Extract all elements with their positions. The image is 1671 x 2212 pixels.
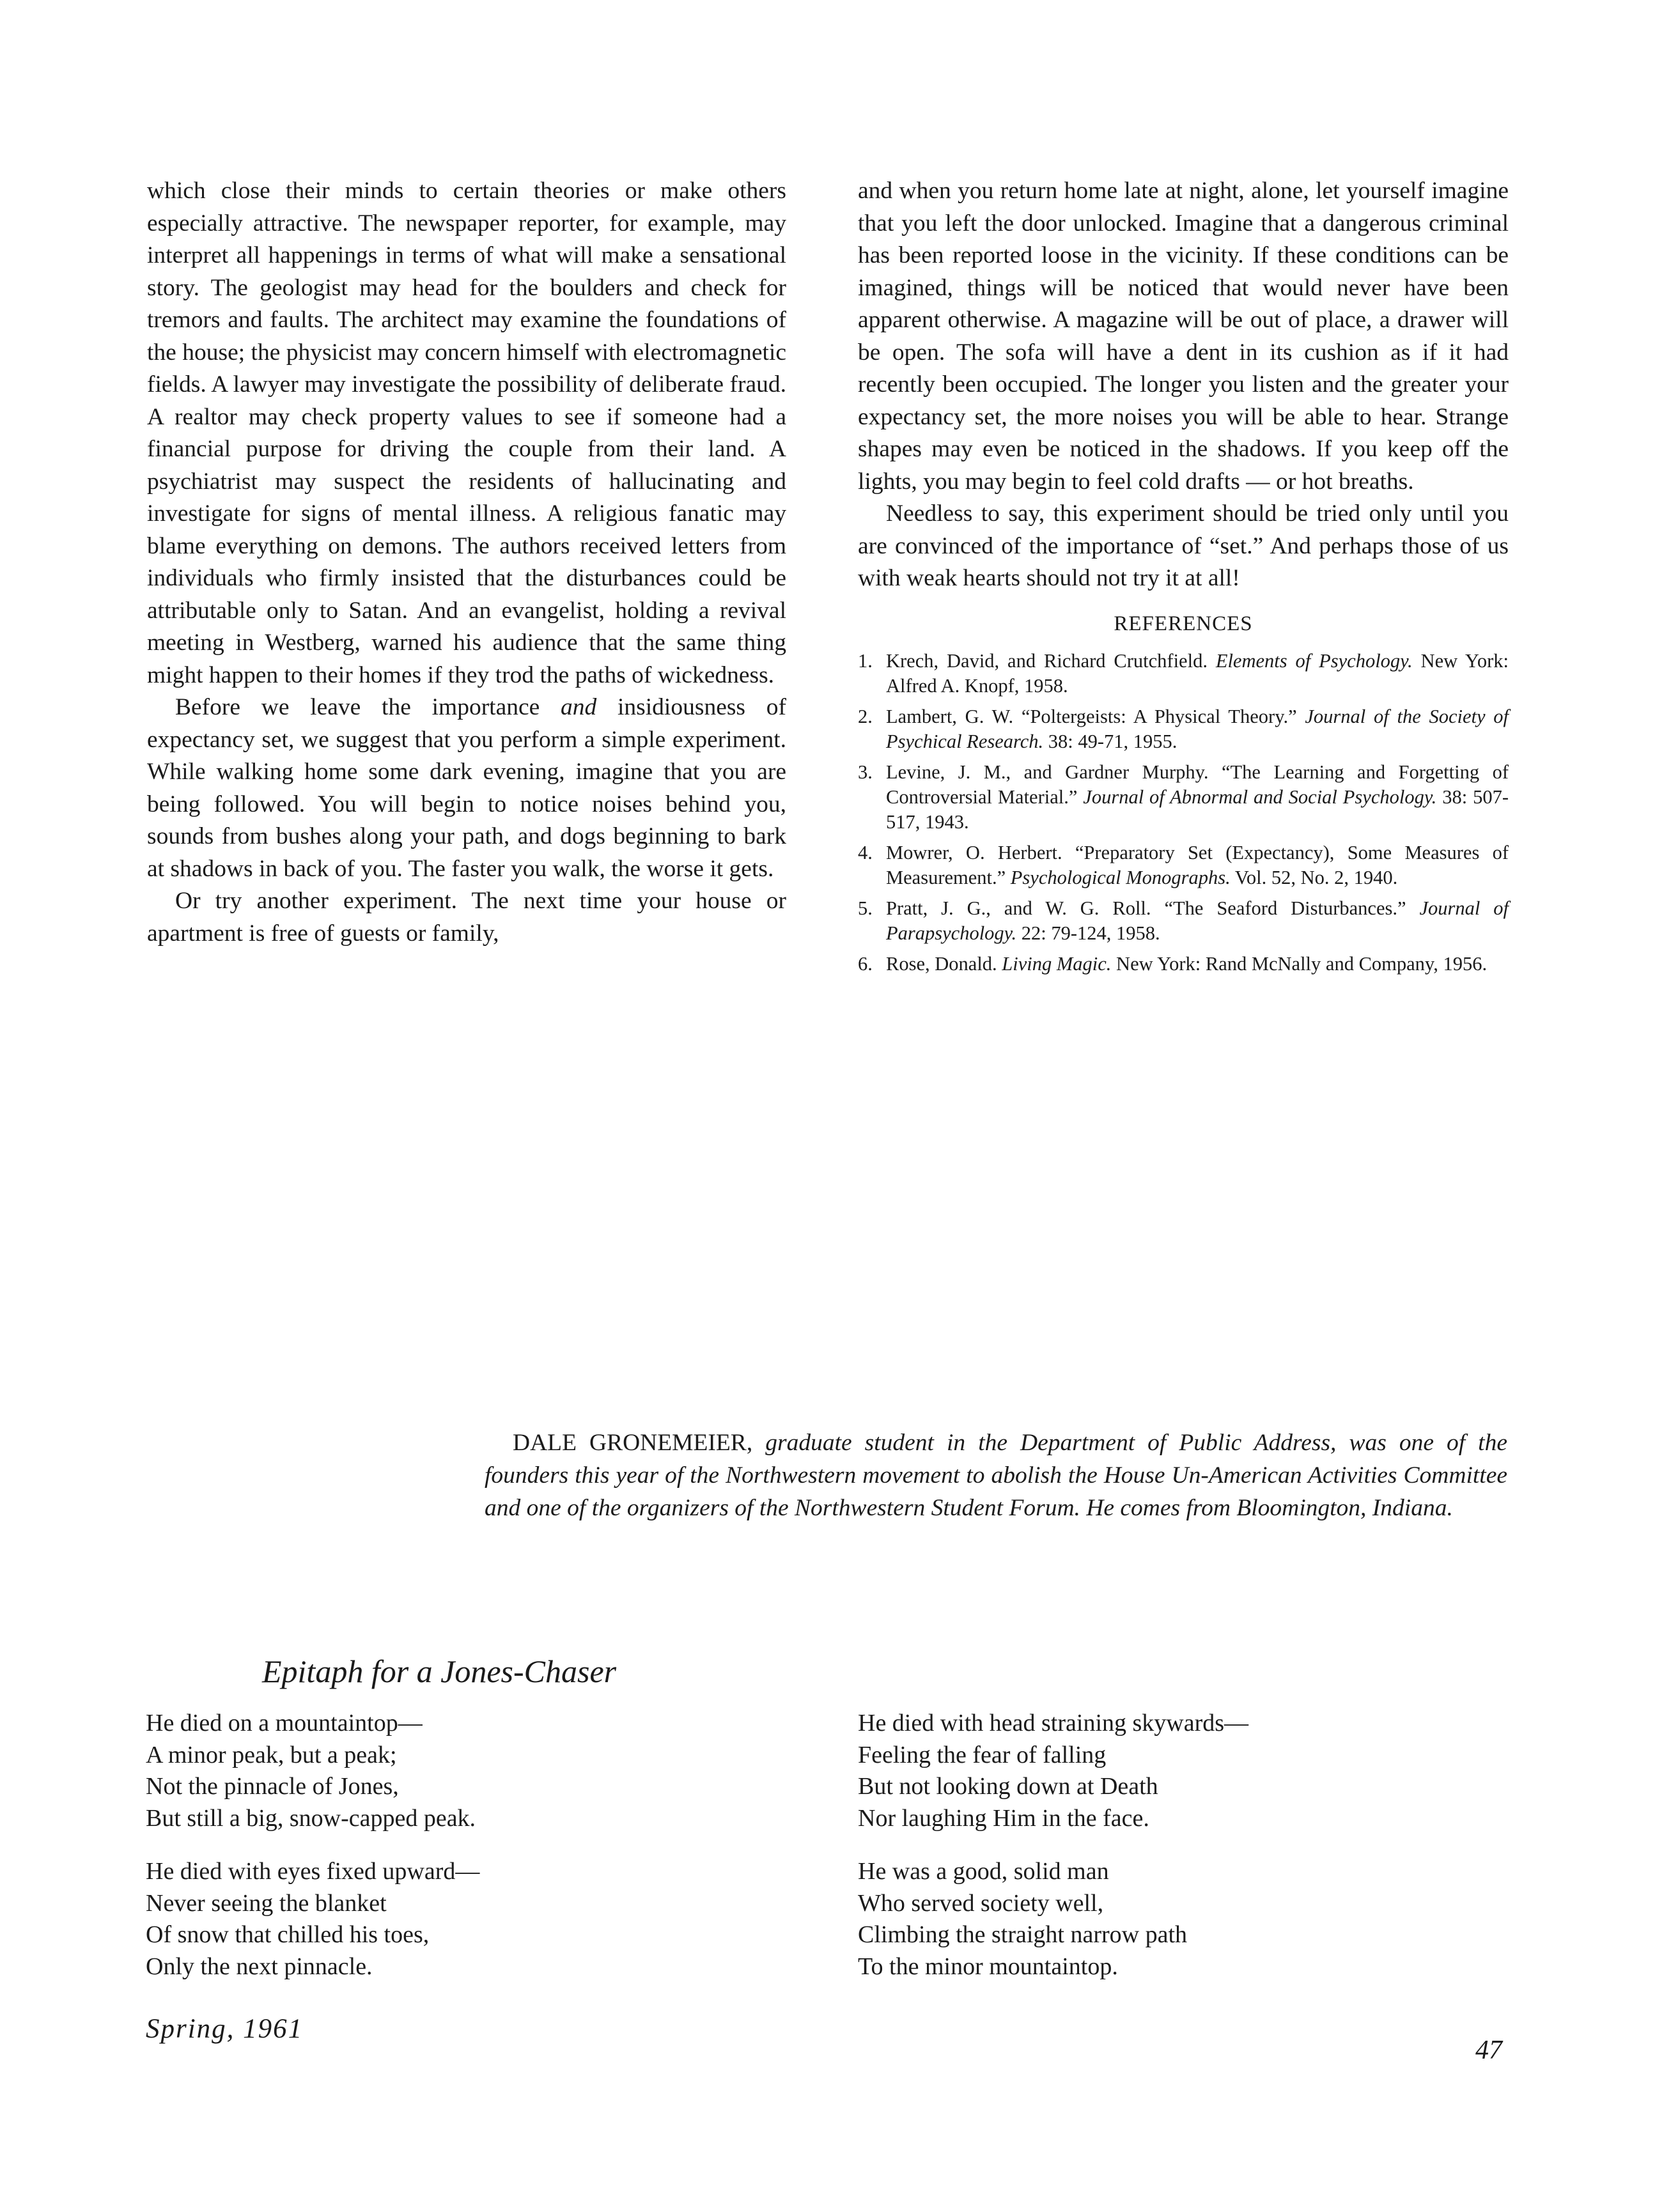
reference-item (858, 896, 1509, 946)
right-paragraph-2: Needless to say, this experiment should be tried only until you are convinced of the importance of “set.” And perhaps those of us with weak hearts should not try it at all! (858, 500, 1509, 591)
ref-author: Lambert, G. W. “Poltergeists: A Physical Theory.” (886, 705, 1305, 727)
poem-line: But not looking down at Death (858, 1773, 1158, 1800)
references-heading: REFERENCES (1114, 612, 1253, 635)
bio-text: graduate student in the Department of Public Address, was one of the founders this year of the Northwestern movement to abolish the House Un-American Activities Committee and one of the organizers of the Northwestern Student Forum. He comes from Bloomington, Indiana. (485, 1430, 1507, 1521)
left-paragraph-3: Or try another experiment. The next time your house or apartment is free of guests or family, (147, 888, 786, 947)
ref-details: 38: 507-517, 1943. (886, 785, 1509, 833)
poem-line: Of snow that chilled his toes, (146, 1921, 430, 1948)
poem-stanza-4 (858, 1856, 1187, 1983)
reference-text (886, 704, 1509, 754)
ref-source: Journal of Parapsychology. (886, 897, 1509, 944)
reference-number: 3. (858, 761, 873, 783)
reference-item (858, 952, 1509, 977)
reference-text (886, 649, 1509, 699)
left-p2-before: Before we leave the importance (175, 694, 561, 720)
poem-line: Nor laughing Him in the face. (858, 1804, 1149, 1832)
poem-line: Climbing the straight narrow path (858, 1921, 1188, 1948)
reference-text (886, 952, 1509, 977)
references-list (858, 649, 1509, 977)
poem-line: He died on a mountaintop— (146, 1710, 423, 1736)
poem-line: A minor peak, but a peak; (146, 1741, 397, 1768)
reference-text (886, 840, 1509, 890)
reference-item (858, 649, 1509, 699)
ref-source: Journal of the Society of Psychical Research. (886, 705, 1509, 752)
poem-line: Feeling the fear of falling (858, 1741, 1107, 1768)
bio-name: DALE GRONEMEIER, (513, 1430, 753, 1456)
right-column (858, 175, 1509, 982)
left-p2-after: insidiousness of expectancy set, we suggest that you perform a simple experiment. While walking home some dark evening, imagine that you are being followed. You will begin to notice noises behind you, sounds from bushes along your path, and dogs beginning to bark at shadows in back of you. The faster you walk, the worse it gets. (147, 694, 786, 882)
reference-text (886, 760, 1509, 835)
ref-details: New York: Rand McNally and Company, 1956. (1111, 952, 1488, 975)
ref-author: Levine, J. M., and Gardner Murphy. “The Learning and Forgetting of Controversial Material.” (886, 761, 1509, 808)
page-number: 47 (1475, 2036, 1502, 2065)
reference-text (886, 896, 1509, 946)
ref-author: Rose, Donald. (886, 952, 1002, 975)
issue-date: Spring, 1961 (146, 2014, 304, 2044)
ref-source: Living Magic. (1002, 952, 1112, 975)
poem-line: Only the next pinnacle. (146, 1953, 373, 1980)
poem-line: But still a big, snow-capped peak. (146, 1804, 476, 1832)
right-paragraph-1: and when you return home late at night, alone, let yourself imagine that you left the door unlocked. Imagine that a dangerous criminal has been reported loose in the vicinity. If these conditions can be imagined, things will be noticed that would never have been apparent otherwise. A magazine will be out of place, a drawer will be open. The sofa will have a dent in its cushion as if it had recently been occupied. The longer you listen and the greater your expectancy set, the more noises you will be able to hear. Strange shapes may even be noticed in the shadows. If you keep off the lights, you may begin to feel cold drafts — or hot breaths. (858, 178, 1509, 495)
ref-source: Psychological Monographs. (1010, 866, 1231, 888)
reference-item (858, 760, 1509, 835)
ref-author: Pratt, J. G., and W. G. Roll. “The Seaford Disturbances.” (886, 897, 1420, 919)
left-p2-italic: and (561, 694, 597, 720)
poem-line: To the minor mountaintop. (858, 1953, 1118, 1980)
ref-details: 38: 49-71, 1955. (1043, 730, 1177, 752)
poem-stanza-2 (146, 1856, 479, 1983)
poem-line: Never seeing the blanket (146, 1889, 387, 1917)
ref-details: 22: 79-124, 1958. (1016, 922, 1160, 944)
ref-author: Mowrer, O. Herbert. “Preparatory Set (Expectancy), Some Measures of Measurement.” (886, 841, 1509, 888)
poem-line: He was a good, solid man (858, 1858, 1109, 1885)
reference-item (858, 704, 1509, 754)
ref-details: Vol. 52, No. 2, 1940. (1230, 866, 1398, 888)
reference-number: 2. (858, 705, 873, 727)
poem-stanza-3 (858, 1708, 1248, 1834)
ref-source: Journal of Abnormal and Social Psychology. (1083, 785, 1437, 808)
left-column (147, 175, 786, 950)
ref-author: Krech, David, and Richard Crutchfield. (886, 649, 1216, 672)
reference-item (858, 840, 1509, 890)
poem-line: He died with eyes fixed upward— (146, 1858, 480, 1885)
ref-source: Elements of Psychology. (1215, 649, 1413, 672)
poem-stanza-1 (146, 1708, 476, 1834)
ref-details: New York: Alfred A. Knopf, 1958. (886, 649, 1509, 697)
poem-title: Epitaph for a Jones-Chaser (262, 1653, 617, 1689)
poem-line: He died with head straining skywards— (858, 1710, 1249, 1736)
reference-number: 4. (858, 841, 873, 863)
left-paragraph-2 (147, 692, 786, 885)
reference-number: 6. (858, 952, 873, 975)
poem-line: Not the pinnacle of Jones, (146, 1773, 399, 1800)
reference-number: 5. (858, 897, 873, 919)
author-bio (485, 1427, 1507, 1524)
reference-number: 1. (858, 649, 873, 672)
left-paragraph-1: which close their minds to certain theories or make others especially attractive. The newspaper reporter, for example, may interpret all happenings in terms of what will make a sensational story. The geologist may head for the boulders and check for tremors and faults. The architect may examine the foundations of the house; the physicist may concern himself with electromagnetic fields. A lawyer may investigate the possibility of deliberate fraud. A realtor may check property values to see if someone had a financial purpose for driving the couple from their land. A psychiatrist may suspect the residents of hallucinating and investigate for signs of mental illness. A religious fanatic may blame everything on demons. The authors received letters from individuals who firmly insisted that the disturbances could be attributable only to Satan. And an evangelist, holding a revival meeting in Westberg, warned his audience that the same thing might happen to their homes if they trod the paths of wickedness. (147, 178, 786, 688)
poem-line: Who served society well, (858, 1889, 1104, 1917)
